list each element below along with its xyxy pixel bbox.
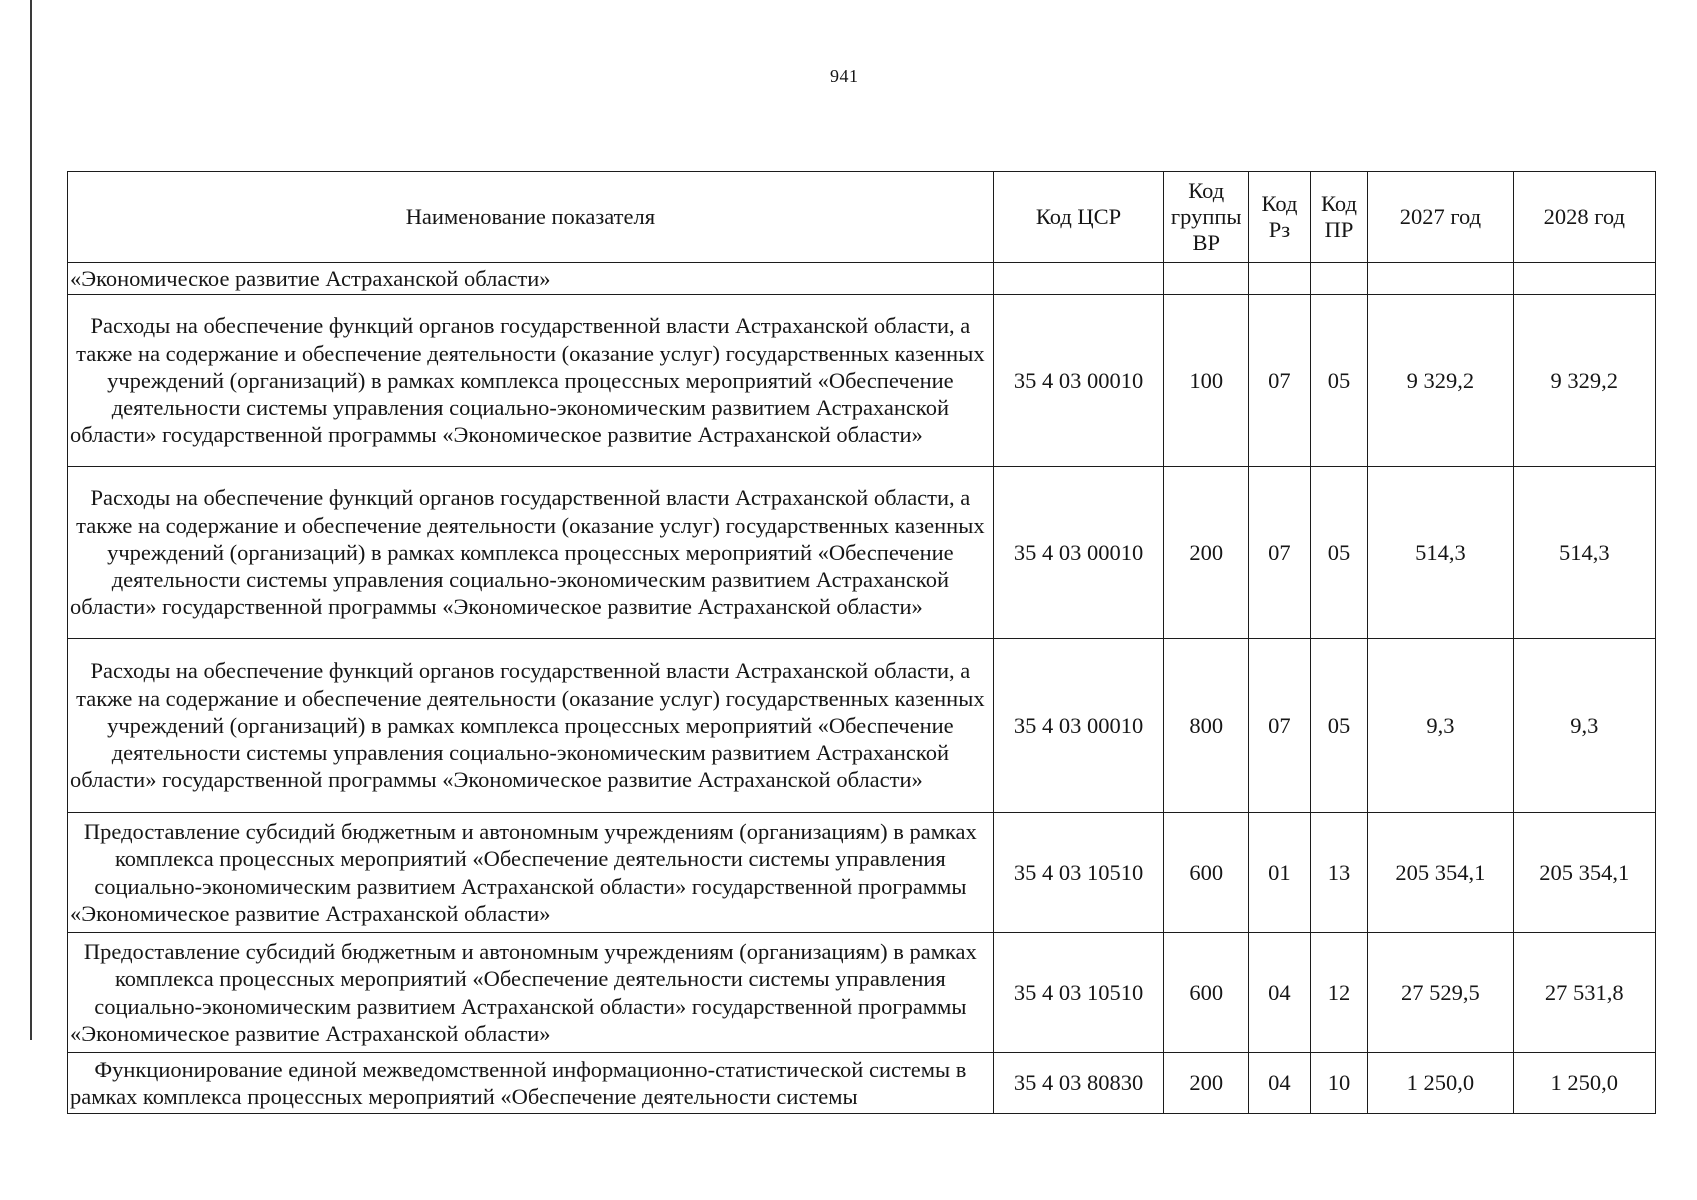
header-name: Наименование показателя (68, 172, 994, 263)
row-2028-cell: 9,3 (1513, 639, 1655, 813)
row-rz-cell: 04 (1249, 1053, 1311, 1114)
empty-cell (1249, 263, 1311, 295)
row-rz-cell: 07 (1249, 295, 1311, 467)
row-pr-cell: 05 (1310, 467, 1368, 639)
header-year-2027: 2027 год (1368, 172, 1513, 263)
row-name-cell: Расходы на обеспечение функций органов государственной власти Астраханской области, а также на содержание и обеспечение деятельности (оказание услуг) государственных казенных учреждений (организаций) в рамках комплекса процессных мероприятий «Обеспечение деятельности системы управления социально-экономическим развитием Астраханской области» государственной программы «Экономическое развитие Астраханской области» (68, 639, 994, 813)
row-2028-cell: 205 354,1 (1513, 813, 1655, 933)
row-pr-cell: 13 (1310, 813, 1368, 933)
row-2028-cell: 1 250,0 (1513, 1053, 1655, 1114)
table-row (68, 263, 1656, 295)
row-pr-cell: 05 (1310, 295, 1368, 467)
header-pr-code: Код ПР (1310, 172, 1368, 263)
row-vr-cell: 600 (1164, 813, 1249, 933)
row-csr-cell: 35 4 03 80830 (993, 1053, 1164, 1114)
budget-table (67, 171, 1656, 1114)
table-header-row (68, 172, 1656, 263)
row-csr-cell: 35 4 03 10510 (993, 813, 1164, 933)
row-vr-cell: 200 (1164, 1053, 1249, 1114)
table-row (68, 295, 1656, 467)
empty-cell (1164, 263, 1249, 295)
row-rz-cell: 04 (1249, 933, 1311, 1053)
row-vr-cell: 800 (1164, 639, 1249, 813)
row-rz-cell: 01 (1249, 813, 1311, 933)
table-row (68, 813, 1656, 933)
page-number: 941 (830, 66, 859, 86)
row-name-cell: Предоставление субсидий бюджетным и автономным учреждениям (организациям) в рамках комплекса процессных мероприятий «Обеспечение деятельности системы управления социально-экономическим развитием Астраханской области» государственной программы «Экономическое развитие Астраханской области» (68, 813, 994, 933)
row-name-cell: Функционирование единой межведомственной информационно-статистической системы в рамках комплекса процессных мероприятий «Обеспечение деятельности системы (68, 1053, 994, 1114)
program-title-cell: «Экономическое развитие Астраханской области» (68, 263, 994, 295)
row-2028-cell: 514,3 (1513, 467, 1655, 639)
empty-cell (1368, 263, 1513, 295)
table-row (68, 467, 1656, 639)
row-vr-cell: 100 (1164, 295, 1249, 467)
row-2027-cell: 1 250,0 (1368, 1053, 1513, 1114)
row-name-cell: Предоставление субсидий бюджетным и автономным учреждениям (организациям) в рамках комплекса процессных мероприятий «Обеспечение деятельности системы управления социально-экономическим развитием Астраханской области» государственной программы «Экономическое развитие Астраханской области» (68, 933, 994, 1053)
scan-edge-line (30, 0, 32, 1040)
row-pr-cell: 10 (1310, 1053, 1368, 1114)
table-row (68, 639, 1656, 813)
row-2027-cell: 27 529,5 (1368, 933, 1513, 1053)
row-2027-cell: 9,3 (1368, 639, 1513, 813)
row-pr-cell: 12 (1310, 933, 1368, 1053)
row-2027-cell: 205 354,1 (1368, 813, 1513, 933)
header-csr-code: Код ЦСР (993, 172, 1164, 263)
row-2027-cell: 9 329,2 (1368, 295, 1513, 467)
row-rz-cell: 07 (1249, 467, 1311, 639)
row-2028-cell: 9 329,2 (1513, 295, 1655, 467)
row-csr-cell: 35 4 03 00010 (993, 295, 1164, 467)
header-rz-code: Код Рз (1249, 172, 1311, 263)
row-csr-cell: 35 4 03 00010 (993, 467, 1164, 639)
row-csr-cell: 35 4 03 10510 (993, 933, 1164, 1053)
empty-cell (1513, 263, 1655, 295)
row-vr-cell: 200 (1164, 467, 1249, 639)
table-row (68, 1053, 1656, 1114)
row-vr-cell: 600 (1164, 933, 1249, 1053)
row-csr-cell: 35 4 03 00010 (993, 639, 1164, 813)
header-vr-group-code: Код группы ВР (1164, 172, 1249, 263)
header-year-2028: 2028 год (1513, 172, 1655, 263)
empty-cell (993, 263, 1164, 295)
row-name-cell: Расходы на обеспечение функций органов государственной власти Астраханской области, а также на содержание и обеспечение деятельности (оказание услуг) государственных казенных учреждений (организаций) в рамках комплекса процессных мероприятий «Обеспечение деятельности системы управления социально-экономическим развитием Астраханской области» государственной программы «Экономическое развитие Астраханской области» (68, 295, 994, 467)
row-name-cell: Расходы на обеспечение функций органов государственной власти Астраханской области, а также на содержание и обеспечение деятельности (оказание услуг) государственных казенных учреждений (организаций) в рамках комплекса процессных мероприятий «Обеспечение деятельности системы управления социально-экономическим развитием Астраханской области» государственной программы «Экономическое развитие Астраханской области» (68, 467, 994, 639)
row-2028-cell: 27 531,8 (1513, 933, 1655, 1053)
table-row (68, 933, 1656, 1053)
row-pr-cell: 05 (1310, 639, 1368, 813)
row-rz-cell: 07 (1249, 639, 1311, 813)
empty-cell (1310, 263, 1368, 295)
row-2027-cell: 514,3 (1368, 467, 1513, 639)
